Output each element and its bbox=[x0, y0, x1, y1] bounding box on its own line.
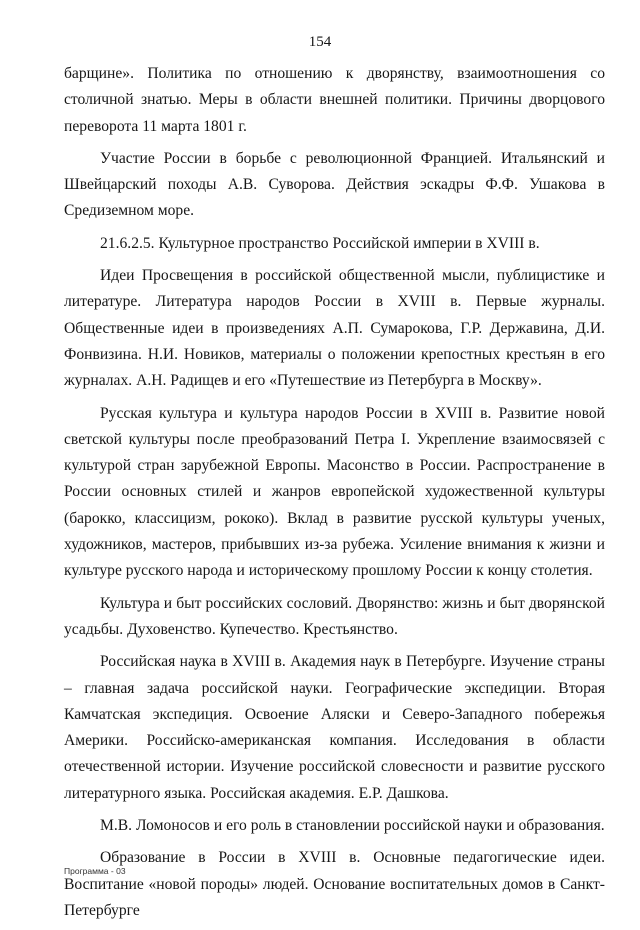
paragraph-6: Российская наука в XVIII в. Академия наук в Петербурге. Изучение страны – главная задача российской науки. Географические экспедиции. Вторая Камчатская экспедиция. Освоение Аляски и Северо-Западного побережья Америки. Российско-американская компания. Исследования в области отечественной истории. Изучение российской словесности и развитие русского литературного языка. Российская академия. Е.Р. Дашкова. bbox=[64, 653, 605, 802]
paragraph-2: Участие России в борьбе с революционной Францией. Итальянский и Швейцарский походы А.В. Суворова. Действия эскадры Ф.Ф. Ушакова в Средиземном море. bbox=[64, 149, 605, 220]
paragraph-7: М.В. Ломоносов и его роль в становлении российской науки и образования. bbox=[100, 817, 605, 835]
footer-program-label: Программа - 03 bbox=[64, 866, 126, 876]
paragraph-8: Образование в России в XVIII в. Основные педагогические идеи. Воспитание «новой породы» людей. Основание воспитательных домов в Санкт-Петербурге bbox=[64, 849, 605, 919]
paragraph-4: Русская культура и культура народов России в XVIII в. Развитие новой светской культуры после преобразований Петра I. Укрепление взаимосвязей с культурой стран зарубежной Европы. Масонство в России. Распространение в России основных стилей и жанров европейской художественной культуры (барокко, классицизм, рококо). Вклад в развитие русской культуры ученых, художников, мастеров, прибывших из-за рубежа. Усиление внимания к жизни и культуре русского народа и историческому прошлому России к концу столетия. bbox=[64, 404, 605, 580]
page-number: 154 bbox=[308, 34, 332, 50]
paragraph-5: Культура и быт российских сословий. Дворянство: жизнь и быт дворянской усадьбы. Духовенство. Купечество. Крестьянство. bbox=[64, 594, 605, 638]
section-heading: 21.6.2.5. Культурное пространство Российской империи в XVIII в. bbox=[100, 234, 540, 252]
paragraph-1: барщине». Политика по отношению к дворянству, взаимоотношения со столичной знатью. Меры в области внешней политики. Причины дворцового переворота 11 марта 1801 г. bbox=[64, 65, 605, 135]
document-body bbox=[64, 61, 605, 930]
paragraph-3: Идеи Просвещения в российской общественной мысли, публицистике и литературе. Литература народов России в XVIII в. Первые журналы. Общественные идеи в произведениях А.П. Сумарокова, Г.Р. Державина, Д.И. Фонвизина. Н.И. Новиков, материалы о положении крепостных крестьян в его журналах. А.Н. Радищев и его «Путешествие из Петербурга в Москву». bbox=[64, 267, 605, 390]
